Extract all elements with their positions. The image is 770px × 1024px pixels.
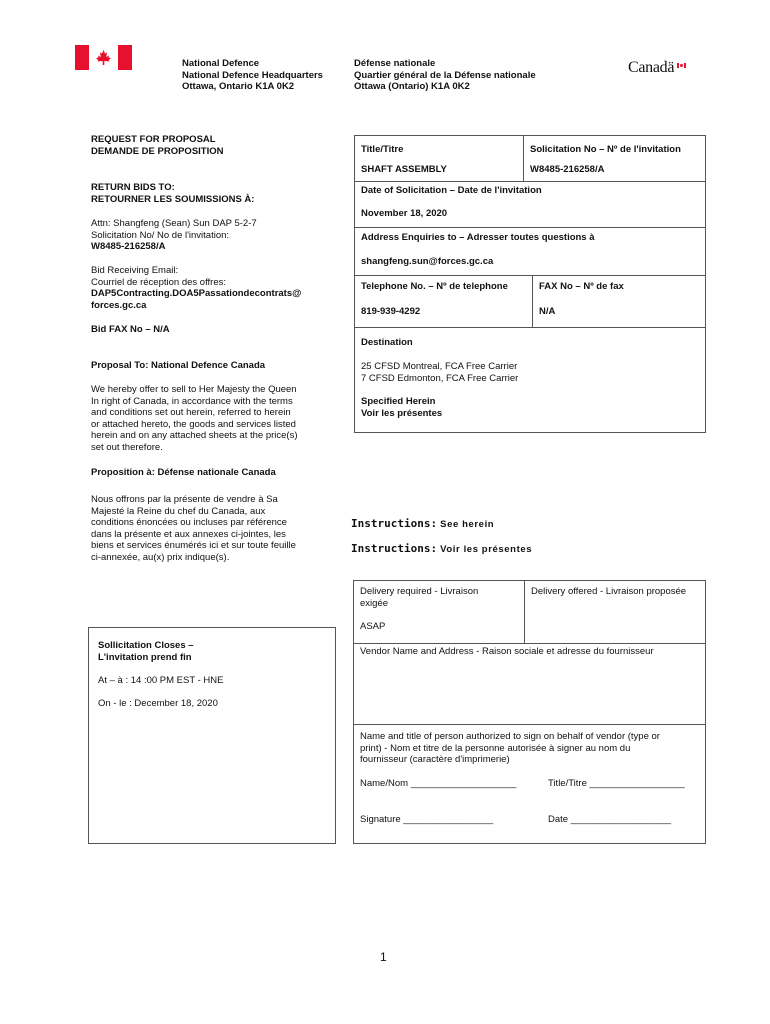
bid-email-line1[interactable]: DAP5Contracting.DOA5Passationdecontrats@ [91, 288, 302, 299]
return-bids-fr: RETOURNER LES SOUMISSIONS À: [91, 193, 255, 205]
fax-label: FAX No – Nº de fax [539, 281, 624, 292]
offer-en-line: or attached hereto, the goods and services listed [91, 418, 296, 430]
fax-value: N/A [539, 306, 556, 317]
title-field[interactable]: Title/Titre __________________ [548, 778, 685, 789]
offer-english [91, 384, 298, 453]
email-label-fr: Courriel de réception des offres: [91, 276, 227, 288]
instructions-fr [351, 542, 532, 555]
date-value: November 18, 2020 [361, 208, 448, 219]
signature-field[interactable]: Signature _________________ [360, 814, 494, 825]
bid-fax: Bid FAX No – N/A [91, 324, 170, 335]
destination-line: 25 CFSD Montreal, FCA Free Carrier [361, 361, 518, 372]
offer-en-line: and conditions set out herein, referred to herein [91, 407, 291, 418]
delivery-required-line2: exigée [360, 597, 388, 609]
enquiries-email[interactable]: shangfeng.sun@forces.gc.ca [361, 256, 494, 267]
instructions-label: Instructions: [351, 517, 438, 530]
telephone-value: 819-939-4292 [361, 306, 421, 317]
offer-en-line: We hereby offer to sell to Her Majesty the Queen [91, 384, 297, 395]
title-label: Title/Titre [361, 144, 404, 155]
header-en-line3: Ottawa, Ontario K1A 0K2 [182, 81, 295, 92]
closing-label [98, 640, 194, 663]
offer-fr-line: dans la présente et aux annexes ci-jointes, les [91, 528, 286, 540]
offer-fr-line: Majesté la Reine du chef du Canada, aux [91, 505, 266, 517]
delivery-required [360, 586, 478, 609]
solicitation-no-value: W8485-216258/A [530, 164, 605, 175]
page-number: 1 [380, 950, 387, 964]
vendor-name-address: Vendor Name and Address - Raison sociale et adresse du fournisseur [360, 646, 654, 657]
header-french [354, 58, 536, 93]
closing-time: At – à : 14 :00 PM EST - HNE [98, 675, 224, 686]
offer-en-line: In right of Canada, in accordance with the terms [91, 395, 293, 407]
instructions-label: Instructions: [351, 542, 438, 555]
telephone-label: Telephone No. – Nº de telephone [361, 281, 508, 292]
destination-list [361, 361, 518, 384]
header-en-line2: National Defence Headquarters [182, 69, 323, 81]
destination-line: 7 CFSD Edmonton, FCA Free Carrier [361, 372, 519, 384]
header-en-line1: National Defence [182, 58, 260, 69]
header-english [182, 58, 323, 93]
title-value: SHAFT ASSEMBLY [361, 164, 447, 175]
authorized-line3: fournisseur (caractère d'imprimerie) [360, 754, 510, 765]
offer-fr-line: Nous offrons par la présente de vendre à Sa [91, 494, 278, 505]
rfp-title-fr: DEMANDE DE PROPOSITION [91, 145, 224, 157]
specified-fr: Voir les présentes [361, 407, 443, 419]
solicitation-label: Solicitation No/ No de l'invitation: [91, 229, 230, 241]
date-label: Date of Solicitation – Date de l'invitation [361, 185, 542, 196]
divider [353, 643, 706, 644]
delivery-asap: ASAP [360, 621, 386, 632]
authorized-person [360, 731, 660, 766]
return-bids [91, 182, 254, 205]
offer-french [91, 494, 296, 563]
delivery-required-line1: Delivery required - Livraison [360, 586, 479, 597]
return-bids-en: RETURN BIDS TO: [91, 182, 175, 193]
specified-en: Specified Herein [361, 396, 436, 407]
closing-label-fr: L'invitation prend fin [98, 651, 192, 663]
divider [354, 275, 706, 276]
canada-flag [75, 45, 132, 70]
wordmark-flag-icon [677, 60, 686, 65]
divider [353, 724, 706, 725]
instructions-value-en: See herein [440, 519, 495, 530]
email-block [91, 265, 301, 311]
offer-en-line: herein and on any attached sheets at the price(s) [91, 430, 298, 441]
destination-label: Destination [361, 337, 413, 348]
solicitation-no-label: Solicitation No – Nº de l'invitation [530, 144, 681, 155]
rfp-title [91, 134, 224, 157]
divider [523, 135, 524, 181]
canada-wordmark: Canadä [628, 59, 675, 76]
authorized-line1: Name and title of person authorized to sign on behalf of vendor (type or [360, 731, 660, 742]
proposal-to: Proposal To: National Defence Canada [91, 360, 266, 371]
attn-line: Attn: Shangfeng (Sean) Sun DAP 5-2-7 [91, 218, 257, 229]
divider [354, 181, 706, 182]
divider [524, 580, 525, 643]
divider [354, 327, 706, 328]
vendor-box [353, 580, 706, 844]
header-fr-line2: Quartier général de la Défense nationale [354, 69, 536, 81]
solicitation-number: W8485-216258/A [91, 241, 166, 252]
rfp-title-en: REQUEST FOR PROPOSAL [91, 134, 216, 145]
specified-herein [361, 396, 442, 419]
date-field[interactable]: Date ___________________ [548, 814, 672, 825]
delivery-offered: Delivery offered - Livraison proposée [531, 586, 687, 597]
instructions-en [351, 517, 494, 530]
authorized-line2: print) - Nom et titre de la personne autorisée à signer au nom du [360, 742, 631, 754]
offer-fr-line: ci-annexée, au(x) prix indique(s). [91, 551, 230, 563]
header-fr-line1: Défense nationale [354, 58, 436, 69]
attn-block [91, 218, 257, 253]
instructions-value-fr: Voir les présentes [440, 544, 533, 555]
email-label-en: Bid Receiving Email: [91, 265, 179, 276]
proposition-a: Proposition à: Défense nationale Canada [91, 467, 276, 478]
closing-label-en: Sollicitation Closes – [98, 640, 194, 651]
closing-date: On - le : December 18, 2020 [98, 698, 218, 709]
bid-email-line2[interactable]: forces.gc.ca [91, 299, 147, 311]
divider [532, 275, 533, 327]
divider [354, 227, 706, 228]
offer-en-line: set out therefore. [91, 441, 163, 453]
name-field[interactable]: Name/Nom ____________________ [360, 778, 517, 789]
offer-fr-line: biens et services énumérés ici et sur toute feuille [91, 540, 296, 551]
header-fr-line3: Ottawa (Ontario) K1A 0K2 [354, 81, 470, 92]
offer-fr-line: conditions énoncées ou incluses par référence [91, 517, 287, 528]
enquiries-label: Address Enquiries to – Adresser toutes questions à [361, 232, 595, 243]
